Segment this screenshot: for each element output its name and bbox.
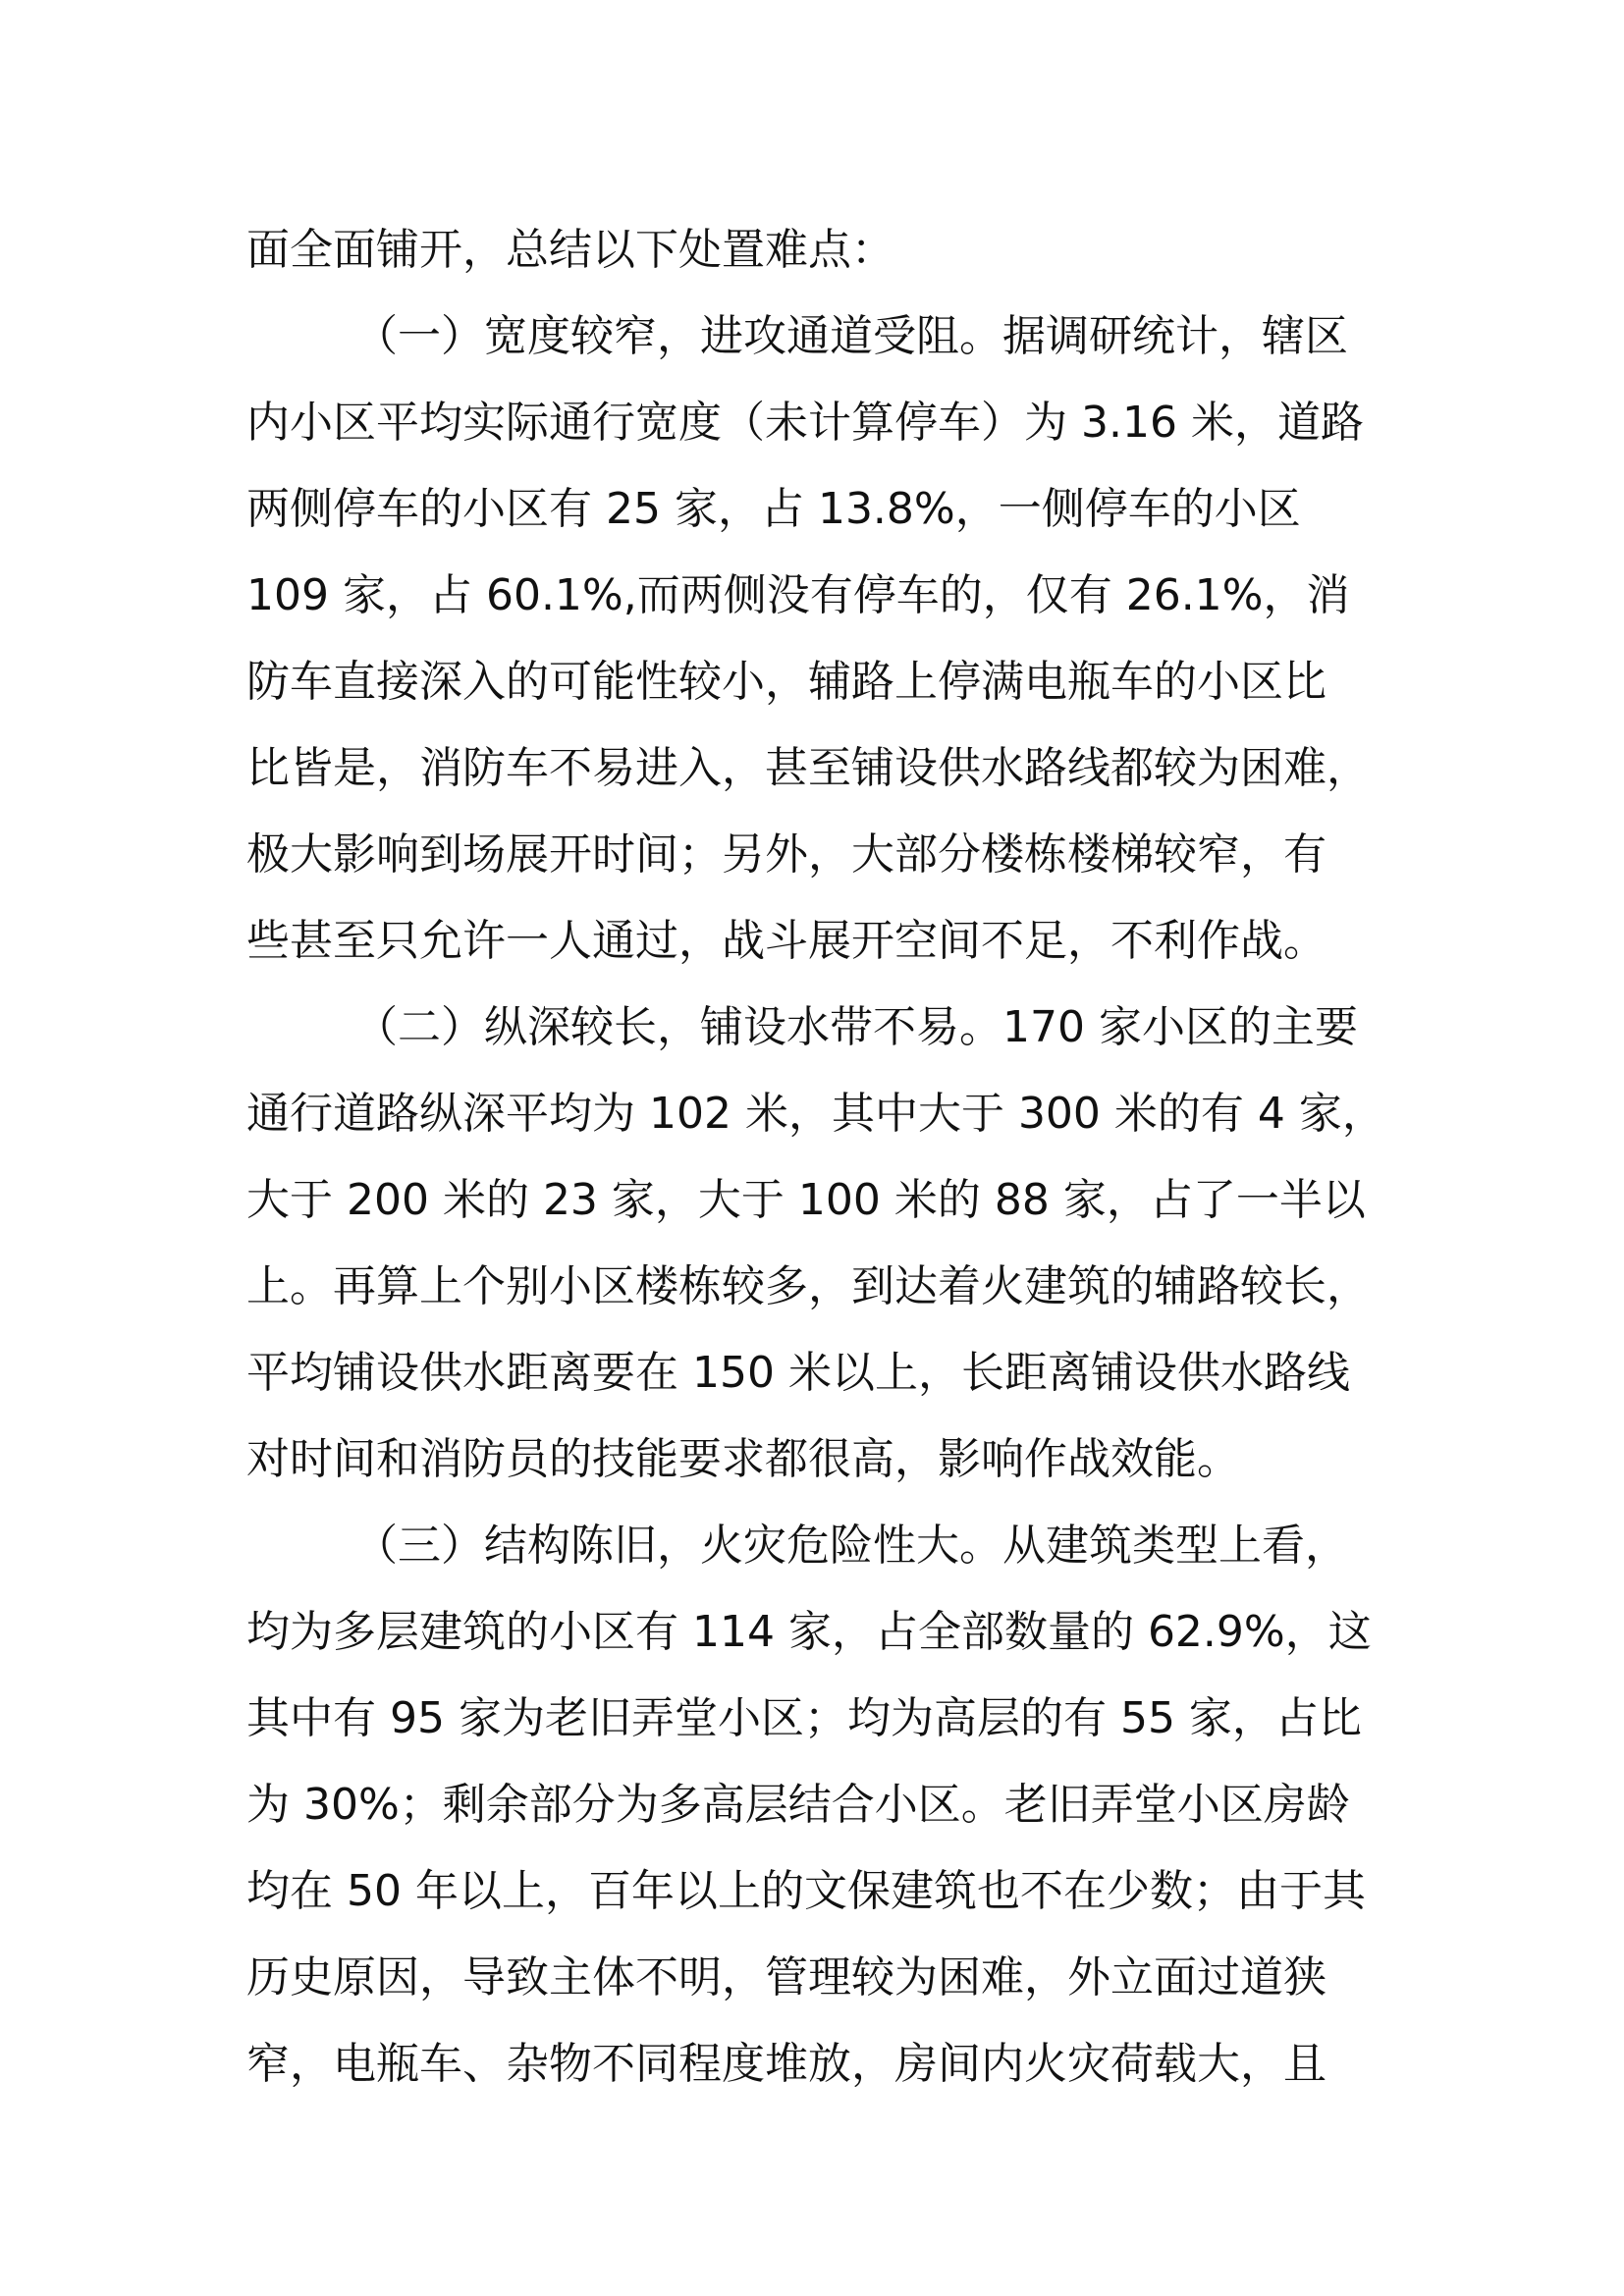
text-line: 两侧停车的小区有 25 家，占 13.8%，一侧停车的小区 (246, 484, 1301, 534)
text-line: 上。再算上个别小区楼栋较多，到达着火建筑的辅路较长， (246, 1261, 1370, 1311)
text-line: 对时间和消防员的技能要求都很高，影响作战效能。 (246, 1434, 1240, 1484)
text-line: 均在 50 年以上，百年以上的文保建筑也不在少数；由于其 (246, 1866, 1366, 1916)
text-line: 平均铺设供水距离要在 150 米以上，长距离铺设供水路线 (246, 1348, 1350, 1398)
text-line: 通行道路纵深平均为 102 米，其中大于 300 米的有 4 家， (246, 1089, 1385, 1139)
section-heading-line: （三）结构陈旧，火灾危险性大。从建筑类型上看， (354, 1521, 1348, 1571)
text-line: 些甚至只允许一人通过，战斗展开空间不足，不利作战。 (246, 916, 1326, 966)
text-line: 面全面铺开，总结以下处置难点： (246, 225, 894, 275)
text-line: 其中有 95 家为老旧弄堂小区；均为高层的有 55 家，占比 (246, 1693, 1362, 1743)
text-line: 为 30%；剩余部分为多高层结合小区。老旧弄堂小区房龄 (246, 1780, 1350, 1830)
text-line: 大于 200 米的 23 家，大于 100 米的 88 家，占了一半以 (246, 1175, 1366, 1225)
text-line: 均为多层建筑的小区有 114 家，占全部数量的 62.9%，这 (246, 1607, 1372, 1657)
section-heading-line: （二）纵深较长，铺设水带不易。170 家小区的主要 (354, 1002, 1358, 1052)
text-line: 防车直接深入的可能性较小，辅路上停满电瓶车的小区比 (246, 657, 1326, 707)
text-line: 窄，电瓶车、杂物不同程度堆放，房间内火灾荷载大，且 (246, 2039, 1326, 2089)
text-line: 历史原因，导致主体不明，管理较为困难，外立面过道狭 (246, 1952, 1326, 2002)
text-line: 109 家，占 60.1%,而两侧没有停车的，仅有 26.1%，消 (246, 570, 1350, 620)
section-heading-line: （一）宽度较窄，进攻通道受阻。据调研统计，辖区 (354, 311, 1348, 361)
text-line: 比皆是，消防车不易进入，甚至铺设供水路线都较为困难， (246, 743, 1370, 793)
text-line: 极大影响到场展开时间；另外，大部分楼栋楼梯较窄，有 (246, 829, 1326, 880)
text-line: 内小区平均实际通行宽度（未计算停车）为 3.16 米，道路 (246, 398, 1364, 448)
